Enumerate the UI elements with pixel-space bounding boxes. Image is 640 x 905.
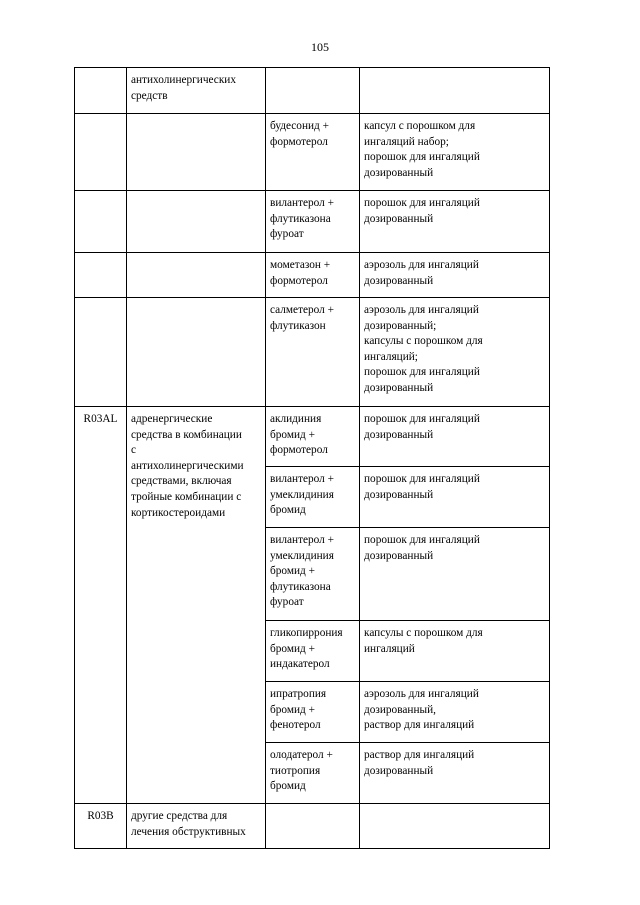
group-name-cell: антихолинергических средств	[127, 68, 266, 114]
dosage-form-cell: капсулы с порошком для ингаляций	[360, 621, 550, 682]
dosage-form-cell: аэрозоль для ингаляций дозированный, раствор для ингаляций	[360, 682, 550, 743]
dosage-form-cell	[360, 68, 550, 114]
drug-name-cell: салметерол + флутиказон	[266, 298, 360, 407]
table-row	[75, 253, 550, 298]
atc-code-cell	[75, 298, 127, 407]
drug-classification-table	[74, 67, 550, 849]
dosage-form-cell: порошок для ингаляций дозированный	[360, 528, 550, 621]
atc-code-cell	[75, 68, 127, 114]
dosage-form-cell: порошок для ингаляций дозированный	[360, 407, 550, 467]
atc-code-cell	[75, 114, 127, 191]
dosage-form-cell: порошок для ингаляций дозированный	[360, 191, 550, 253]
atc-code-cell: R03B	[75, 804, 127, 849]
atc-code-cell: R03AL	[75, 407, 127, 804]
dosage-form-cell: порошок для ингаляций дозированный	[360, 467, 550, 528]
drug-name-cell: ипратропия бромид + фенотерол	[266, 682, 360, 743]
drug-name-cell: мометазон + формотерол	[266, 253, 360, 298]
group-name-cell	[127, 298, 266, 407]
drug-name-cell	[266, 804, 360, 849]
dosage-form-cell: раствор для ингаляций дозированный	[360, 743, 550, 804]
table-row	[75, 298, 550, 407]
atc-code-cell	[75, 191, 127, 253]
table-row	[75, 407, 550, 467]
dosage-form-cell: аэрозоль для ингаляций дозированный	[360, 253, 550, 298]
table-row	[75, 191, 550, 253]
drug-name-cell: вилантерол + умеклидиния бромид + флутиказона фуроат	[266, 528, 360, 621]
drug-name-cell: будесонид + формотерол	[266, 114, 360, 191]
group-name-cell	[127, 191, 266, 253]
table-row	[75, 68, 550, 114]
dosage-form-cell	[360, 804, 550, 849]
drug-name-cell: гликопиррония бромид + индакатерол	[266, 621, 360, 682]
dosage-form-cell: капсул с порошком для ингаляций набор; порошок для ингаляций дозированный	[360, 114, 550, 191]
atc-code-cell	[75, 253, 127, 298]
group-name-cell	[127, 114, 266, 191]
drug-name-cell	[266, 68, 360, 114]
drug-name-cell: вилантерол + умеклидиния бромид	[266, 467, 360, 528]
group-name-cell: адренергические средства в комбинации с антихолинергическими средствами, включая тройные комбинации с кортикостероидами	[127, 407, 266, 804]
drug-name-cell: аклидиния бромид + формотерол	[266, 407, 360, 467]
group-name-cell	[127, 253, 266, 298]
drug-name-cell: олодатерол + тиотропия бромид	[266, 743, 360, 804]
dosage-form-cell: аэрозоль для ингаляций дозированный; капсулы с порошком для ингаляций; порошок для ингаляций дозированный	[360, 298, 550, 407]
table-row	[75, 114, 550, 191]
page-number: 105	[311, 40, 329, 54]
table-row	[75, 804, 550, 849]
group-name-cell: другие средства для лечения обструктивных	[127, 804, 266, 849]
drug-name-cell: вилантерол + флутиказона фуроат	[266, 191, 360, 253]
